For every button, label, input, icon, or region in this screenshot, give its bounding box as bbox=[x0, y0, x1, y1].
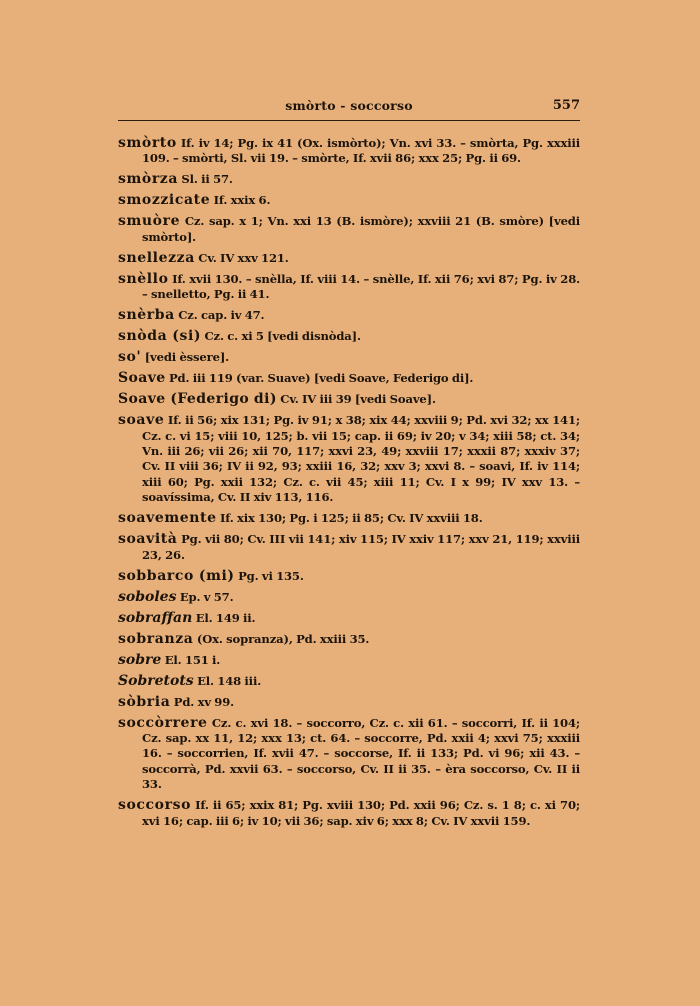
references: El. 148 iii. bbox=[197, 673, 262, 688]
references: Cz. c. xvi 18. – soccorro, Cz. c. xii 61. – soccorri, If. ii 104; Cz. sap. xx 11, 12; xxx 13; ct. 64. – soccorre, Pd. xxii 4; xxvi 75; xxxiii 16. – soccorrien, If. xvii 47. – soccorse, If. ii 133; Pd. vi 96; xii 43. – soccorrà, Pd. xxvii 63. – soccorso, Cv. II ii 35. – èra soccorso, Cv. II ii 33. bbox=[142, 715, 581, 792]
references: If. ii 65; xxix 81; Pg. xviii 130; Pd. xxii 96; Cz. s. 1 8; c. xi 70; xvi 16; cap. iii 6; iv 10; vii 36; sap. xiv 6; xxx 8; Cv. IV xxvii 159. bbox=[142, 798, 580, 828]
references: Cv. IV iii 39 [vedi Soave]. bbox=[280, 392, 436, 407]
headword: sòbria bbox=[118, 693, 171, 710]
references: Pd. xv 99. bbox=[173, 694, 235, 709]
headword: so' bbox=[118, 349, 142, 366]
headword: Soave bbox=[118, 370, 166, 387]
entry-sobbarco bbox=[118, 569, 580, 584]
references: If. xvii 130. – snèlla, If. viii 14. – snèlle, If. xii 76; xvi 87; Pg. iv 28. – snelletto, Pg. ii 41. bbox=[142, 271, 581, 302]
references: (Ox. sopranza), Pd. xxiii 35. bbox=[196, 631, 370, 646]
headword: smòrza bbox=[118, 171, 179, 188]
headword: smuòre bbox=[118, 213, 181, 230]
references: Pd. iii 119 (var. Suave) [vedi Soave, Federigo di]. bbox=[168, 371, 474, 386]
entry-sobre bbox=[118, 653, 580, 668]
headword: smozzicate bbox=[118, 192, 211, 209]
headword: snòda (si) bbox=[118, 328, 202, 345]
entry-soavemente bbox=[118, 511, 580, 526]
headword: sobbarco (mi) bbox=[118, 567, 235, 584]
headword: soave bbox=[118, 412, 165, 429]
entry-list bbox=[118, 136, 580, 835]
references: Cz. cap. iv 47. bbox=[178, 308, 265, 323]
entry-snoda bbox=[118, 329, 580, 344]
headword: snèllo bbox=[118, 270, 169, 287]
references: If. ii 56; xix 131; Pg. iv 91; x 38; xix 44; xxviii 9; Pd. xvi 32; xx 141; Cz. c. vi 15; viii 10, 125; b. vii 15; cap. ii 69; iv 20; v 34; xiii 58; ct. 34; Vn. iii 26; vii 26; xii 70, 117; xxvi 23, 49; xxviii 17; xxxii 87; xxxiv 37; Cv. II viii 36; IV ii 92, 93; xxiii 16, 32; xxv 3; xxvi 8. – soavi, If. iv 114; xiii 60; Pg. xxii 132; Cz. c. vii 45; xiii 11; Cv. I x 99; IV xxv 13. – soavíssima, Cv. II xiv 113, 116. bbox=[142, 413, 580, 505]
headword: soavità bbox=[118, 531, 178, 548]
entry-soccorso bbox=[118, 798, 580, 829]
entry-sobraffan bbox=[118, 611, 580, 626]
entry-snerba bbox=[118, 308, 580, 323]
entry-soave-place bbox=[118, 371, 580, 386]
entry-soavita bbox=[118, 532, 580, 563]
headword: soavemente bbox=[118, 510, 217, 527]
entry-smorza bbox=[118, 172, 580, 187]
references: El. 149 ii. bbox=[195, 610, 256, 625]
page-number: 557 bbox=[552, 98, 580, 113]
entry-sobretots bbox=[118, 674, 580, 689]
entry-so bbox=[118, 350, 580, 365]
headword: sobre bbox=[118, 651, 162, 668]
entry-smorto bbox=[118, 136, 580, 167]
entry-snello bbox=[118, 272, 580, 303]
headword: Soave (Federigo di) bbox=[118, 391, 277, 408]
entry-soave-federigo bbox=[118, 392, 580, 407]
references: Pg. vii 80; Cv. III vii 141; xiv 115; IV xxiv 117; xxv 21, 119; xxviii 23, 26. bbox=[142, 532, 580, 562]
headword: soccorso bbox=[118, 797, 192, 814]
references: Cz. c. xi 5 [vedi disnòda]. bbox=[204, 329, 361, 344]
headword: soboles bbox=[118, 588, 177, 605]
entry-soave bbox=[118, 413, 580, 505]
running-head: smòrto - soccorso bbox=[285, 98, 413, 113]
headword: soccòrrere bbox=[118, 714, 208, 731]
references: Cv. IV xxv 121. bbox=[198, 250, 289, 265]
headword: smòrto bbox=[118, 135, 177, 151]
entry-soccorrere bbox=[118, 716, 580, 793]
references: Cz. sap. x 1; Vn. xxi 13 (B. ismòre); xxviii 21 (B. smòre) [vedi smòrto]. bbox=[142, 214, 581, 244]
entry-soboles bbox=[118, 590, 580, 605]
entry-smuore bbox=[118, 214, 580, 245]
headword: sobranza bbox=[118, 630, 194, 647]
headword: Sobretots bbox=[118, 672, 194, 689]
entry-sobranza bbox=[118, 632, 580, 647]
headword: snèrba bbox=[118, 307, 175, 324]
references: If. iv 14; Pg. ix 41 (Ox. ismòrto); Vn. xvi 33. – smòrta, Pg. xxxiii 109. – smòrti, Sl. vii 19. – smòrte, If. xvii 86; xxx 25; Pg. ii 69. bbox=[142, 136, 580, 166]
references: Pg. vi 135. bbox=[238, 568, 304, 583]
entry-snellezza bbox=[118, 251, 580, 266]
headword: snellezza bbox=[118, 249, 195, 266]
references: Ep. v 57. bbox=[179, 589, 234, 604]
references: [vedi èssere]. bbox=[144, 350, 230, 365]
references: If. xix 130; Pg. i 125; ii 85; Cv. IV xxviii 18. bbox=[220, 511, 483, 526]
references: If. xxix 6. bbox=[213, 193, 271, 208]
references: Sl. ii 57. bbox=[181, 172, 233, 187]
entry-smozzicate bbox=[118, 193, 580, 208]
entry-sobria bbox=[118, 695, 580, 710]
headword: sobraffan bbox=[118, 609, 193, 626]
references: El. 151 i. bbox=[164, 652, 221, 667]
page-header bbox=[118, 94, 580, 121]
